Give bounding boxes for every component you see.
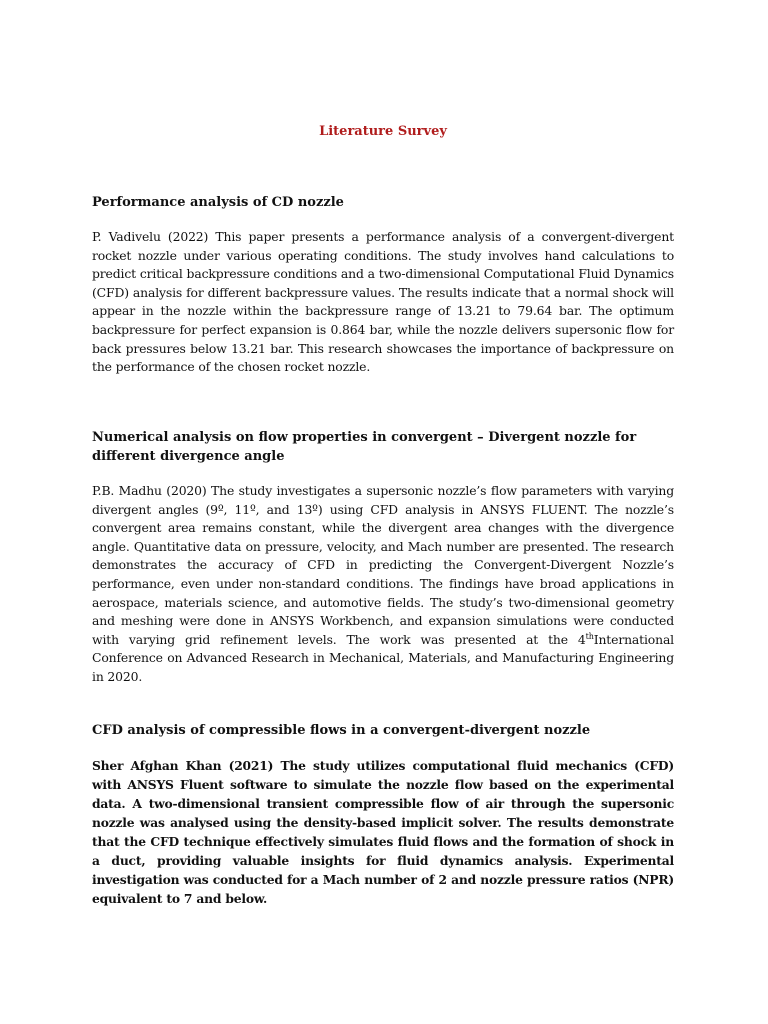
section-heading: Numerical analysis on flow properties in convergent – Divergent nozzle for different divergence angle [92,430,637,464]
paragraph-text-start: P.B. Madhu (2020) The study investigates a supersonic nozzle’s flow parameters with varying divergent angles (9º, 11º, and 13º) using CFD analysis in ANSYS FLUENT. The nozzle’s convergent area remains constant, while the divergent area changes with the divergence angle. Quantitative data on pressure, velocity, and Mach number are presented. The research demonstrates the accuracy of CFD in predicting the Convergent-Divergent Nozzle’s performance, even under non-standard conditions. The findings have broad applications in aerospace, materials science, and automotive fields. The study’s two-dimensional geometry and meshing were done in ANSYS Workbench, and expansion simulations were conducted with varying grid refinement levels. The work was presented at the 4 [92,483,674,647]
section-cd-nozzle-performance [92,193,674,377]
section-paragraph: P. Vadivelu (2022) This paper presents a performance analysis of a convergent-divergent rocket nozzle under various operating conditions. The study involves hand calculations to predict critical backpressure conditions and a two-dimensional Computational Fluid Dynamics (CFD) analysis for different backpressure values. The results indicate that a normal shock will appear in the nozzle within the backpressure range of 13.21 to 79.64 bar. The optimum backpressure for perfect expansion is 0.864 bar, while the nozzle delivers supersonic flow for back pressures below 13.21 bar. This research showcases the importance of backpressure on the performance of the chosen rocket nozzle. [92,229,674,375]
section-paragraph [92,482,674,687]
section-compressible-flow-cfd [92,721,674,908]
section-paragraph: Sher Afghan Khan (2021) The study utilizes computational fluid mechanics (CFD) with ANSYS Fluent software to simulate the nozzle flow based on the experimental data. A two-dimensional transient compressible flow of air through the supersonic nozzle was analysed using the density-based implicit solver. The results demonstrate that the CFD technique effectively simulates fluid flows and the formation of shock in a duct, providing valuable insights for fluid dynamics analysis. Experimental investigation was conducted for a Mach number of 2 and nozzle pressure ratios (NPR) equivalent to 7 and below. [92,758,674,906]
section-heading: CFD analysis of compressible flows in a convergent-divergent nozzle [92,723,591,738]
section-heading: Performance analysis of CD nozzle [92,195,344,210]
ordinal-superscript: th [585,631,594,641]
section-divergence-angle-analysis [92,428,674,687]
document-title: Literature Survey [319,124,447,139]
paragraph-text-end: International Conference on Advanced Research in Mechanical, Materials, and Manufacturing Engineering in 2020. [92,631,674,684]
